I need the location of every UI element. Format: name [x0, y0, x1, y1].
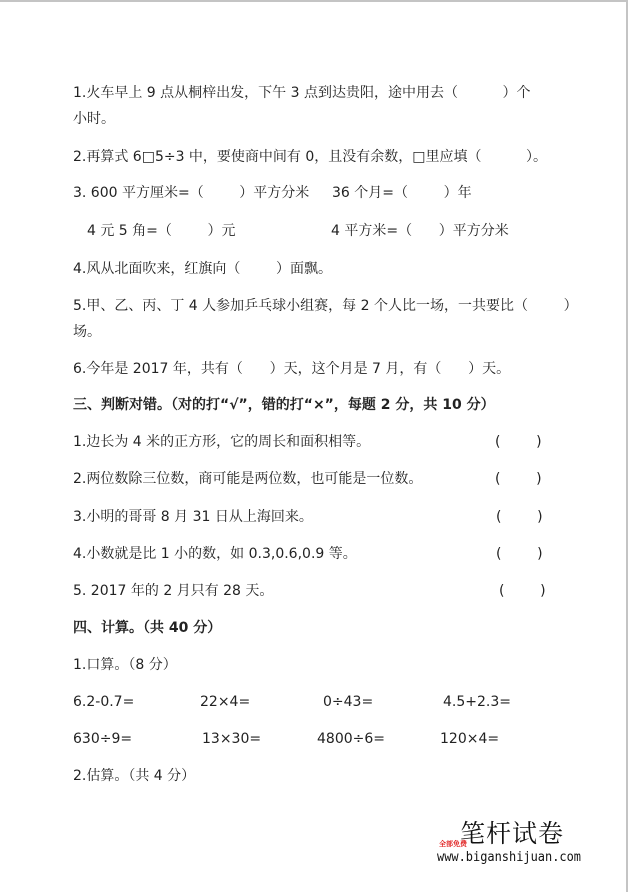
calc-item: 0÷43= [323, 694, 374, 710]
calc-item: 13×30= [202, 731, 262, 747]
judge-item-4: 4.小数就是比 1 小的数，如 0.3,0.6,0.9 等。 [73, 546, 357, 562]
calc-item: 4800÷6= [317, 731, 385, 747]
question-1-line-2: 小时。 [73, 111, 115, 127]
section-4-heading: 四、计算。（共 40 分） [73, 620, 222, 636]
judge-item-5: 5. 2017 年的 2 月只有 28 天。 [73, 583, 274, 599]
watermark-logo-title: 笔杆试卷 [460, 819, 565, 848]
question-2: 2.再算式 6□5÷3 中，要使商中间有 0，且没有余数，□里应填（ ）。 [73, 149, 548, 165]
calc-item: 630÷9= [73, 731, 133, 747]
judge-answer-4[interactable]: ( ) [496, 546, 543, 562]
judge-answer-2[interactable]: ( ) [495, 471, 542, 487]
judge-item-3: 3.小明的哥哥 8 月 31 日从上海回来。 [73, 509, 313, 525]
calc-item: 4.5+2.3= [443, 694, 511, 710]
question-4: 4.风从北面吹来，红旗向（ ）面飘。 [73, 261, 332, 277]
calc-item: 6.2-0.7= [73, 694, 135, 710]
estimate-heading: 2.估算。（共 4 分） [73, 768, 196, 784]
judge-item-2: 2.两位数除三位数，商可能是两位数，也可能是一位数。 [73, 471, 423, 487]
question-6: 6.今年是 2017 年，共有（ ）天，这个月是 7 月，有（ ）天。 [73, 361, 511, 377]
question-3-part-c: 4 元 5 角=（ ）元 [87, 223, 236, 239]
judge-answer-3[interactable]: ( ) [496, 509, 543, 525]
calc-item: 120×4= [440, 731, 500, 747]
section-3-heading: 三、判断对错。（对的打“√”，错的打“×”，每题 2 分，共 10 分） [73, 397, 495, 413]
judge-answer-5[interactable]: ( ) [499, 583, 546, 599]
watermark-free-tag: 全部免费 [439, 840, 467, 848]
watermark-url: www.biganshijuan.com [437, 850, 582, 865]
judge-item-1: 1.边长为 4 米的正方形，它的周长和面积相等。 [73, 434, 371, 450]
question-5-line-1: 5.甲、乙、丙、丁 4 人参加乒乓球小组赛，每 2 个人比一场，一共要比（ ） [73, 298, 578, 314]
judge-answer-1[interactable]: ( ) [495, 434, 542, 450]
question-3-part-d: 4 平方米=（ ）平方分米 [331, 223, 509, 239]
question-3-part-b: 36 个月=（ ）年 [332, 185, 472, 201]
question-5-line-2: 场。 [73, 324, 101, 340]
question-1-line-1: 1.火车早上 9 点从桐梓出发，下午 3 点到达贵阳，途中用去（ ）个 [73, 85, 531, 101]
oral-calc-heading: 1.口算。（8 分） [73, 657, 177, 673]
question-3-part-a: 3. 600 平方厘米=（ ）平方分米 [73, 185, 310, 201]
calc-item: 22×4= [200, 694, 251, 710]
